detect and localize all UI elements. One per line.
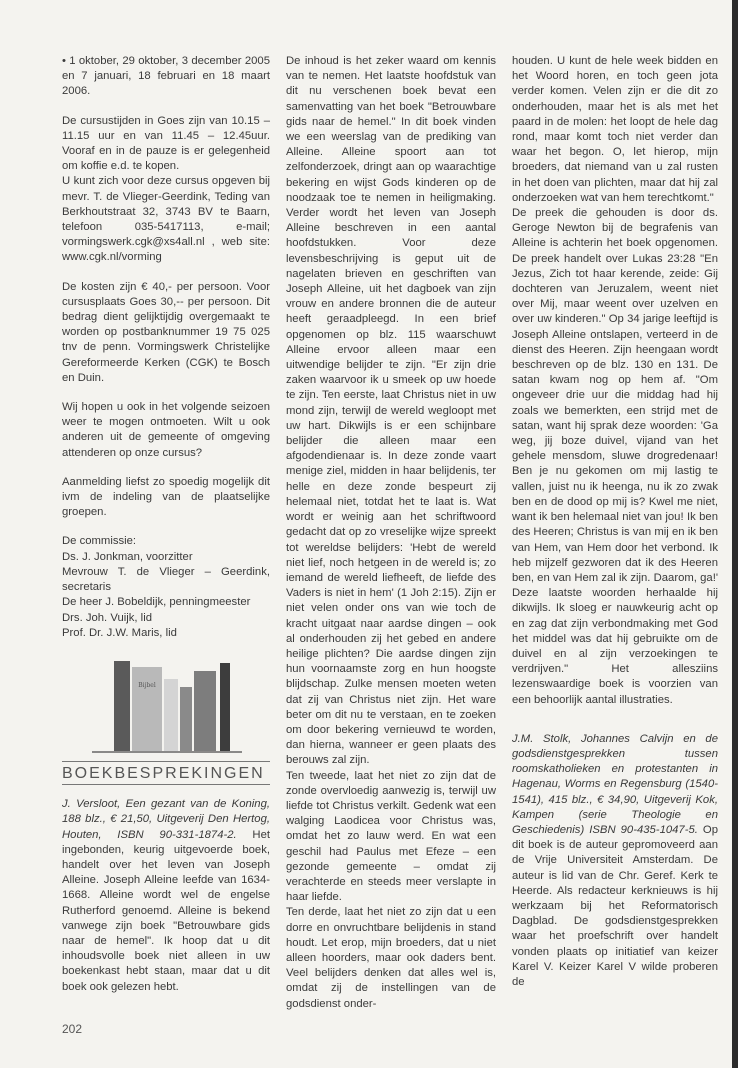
column-right bbox=[512, 54, 718, 1004]
book-spine bbox=[180, 687, 192, 751]
page-number: 202 bbox=[62, 1022, 83, 1036]
course-register: Aanmelding liefst zo spoedig mogelijk dit ivm de indeling van de plaatselijke groepen. bbox=[62, 475, 270, 519]
right-paragraph-2: De preek die gehouden is door ds. Geroge Newton bij de begrafenis van Alleine is achterin het boek opgenomen. De preek handelt over Lukas 23:28 "En Jezus, Zich tot haar kerende, zeide: Gij dochteren van Jeruzalem, weent niet over Mij, maar weent over uzelven en over uw kinderen." Op 34 jarige leeftijd is Joseph Alleine ontslapen, verteerd in de dienst des Heeren. Zijn heengaan wordt beschreven op de blz. 130 en 131. De satan kwam nog op hem af. "Om ongeveer drie uur die middag had hij zoals we bemerkten, een strijd met de satan, want hij sprak deze woorden: 'Ga weg, jij boze duivel, vijand van het gehele mensdom, sluwe drogredenaar! Ben je nu gekomen om mij lastig te vallen, juist nu ik heenga, nu ik zo zwak ben en de dood op mij is? Kwel me niet, want ik ben helemaal niet van jou! Ik ben des Heeren; Christus is van mij en ik ben van Hem, van Hem door het verbond. Ik heb mijzelf gezworen dat ik des Heeren ben, en van Hem zal ik zijn. Daarom, ga!' Deze laatste woorden herhaalde hij dikwijls. Ik sloeg er nauwkeurig acht op en zag dat zijn verbondmaking met God het middel was dat hij gebruikte om de duivel en al zijn verzoekingen te verdrijven." Het allesziins lezenswaardige boek is voorzien van een behoorlijk aantal illustraties. bbox=[512, 207, 718, 706]
section-heading: BOEKBESPREKINGEN bbox=[62, 761, 270, 785]
commission-line: De commissie: bbox=[62, 535, 137, 548]
books-icon bbox=[92, 657, 242, 755]
middle-paragraph-2: Ten tweede, laat het niet zo zijn dat de zonde overvloedig aanwezig is, terwijl uw liefde tot Christus verkilt. Gedenk wat een walging Laodicea voor Christus was, omdat het zo lauw werd. En wat een geschil had Paulus met Efeze – een gezonde gemeente – omdat zij verachterde en steeds meer verslapte in haar liefde. bbox=[286, 769, 496, 904]
book-spine-label: Bijbel bbox=[138, 681, 156, 689]
course-costs: De kosten zijn € 40,- per persoon. Voor cursusplaats Goes 30,-- per persoon. Dit bedrag dient gelijktijdig overgemaakt te worden op postbanknummer 19 75 025 tnv de penn. Vormingswerk Christelijke Gereformeerde Kerken (CGK) te Bosch en Duin. bbox=[62, 280, 270, 384]
book-spine bbox=[164, 679, 178, 751]
review-1-citation: J. Versloot, Een gezant van de Koning, 188 blz., € 21,50, Uitgeverij Den Hertog, Houten, ISBN 90-331-1874-2. bbox=[62, 798, 270, 841]
course-dates: • 1 oktober, 29 oktober, 3 december 2005 en 7 januari, 18 februari en 18 maart 2006. bbox=[62, 55, 270, 98]
column-middle bbox=[286, 54, 496, 1012]
course-times: De cursustijden in Goes zijn van 10.15 – 11.15 uur en van 11.45 – 12.45uur. Vooraf en in de pauze is er gelegenheid om koffie e.d. te kopen. bbox=[62, 114, 270, 173]
book-spine bbox=[194, 671, 216, 751]
commission-line: Prof. Dr. J.W. Maris, lid bbox=[62, 626, 177, 639]
column-left bbox=[62, 54, 270, 1009]
page-edge-shadow bbox=[732, 0, 738, 1068]
right-paragraph-1: houden. U kunt de hele week bidden en het Woord horen, en toch geen jota verder komen. Velen zijn er die dit zo onderhouden, maar het is als met het paard in de molen: het loopt de hele dag rond, maar komt toch niet verder dan waar het begon. O, let hierop, mijn broeders, dat niemand van u zal rusten in het doen van plichten, maar dat hij zal onderzoeken wat van hem terechtkomt." bbox=[512, 55, 718, 204]
book-spine bbox=[220, 663, 230, 751]
commission-list bbox=[62, 534, 270, 640]
commission-line: Ds. J. Jonkman, voorzitter bbox=[62, 550, 193, 563]
review-2 bbox=[512, 732, 718, 990]
review-2-text: Op dit boek is de auteur gepromoveerd aan de Vrije Universiteit Amsterdam. De auteur is lid van de Chr. Geref. Kerk te Heerde. Als redacteur kerknieuws is hij werkzaam bij het Reformatorisch Dagblad. De godsdienstgesprekken waar het proefschrift over handelt vonden plaats op initiatief van keizer Karel V. Keizer Karel V wilde proberen de bbox=[512, 823, 718, 988]
book-spine bbox=[114, 661, 130, 751]
review-1-text: Het ingebonden, keurig uitgevoerde boek, handelt over het leven van Joseph Alleine. Joseph Alleine leefde van 1634- 1668. Alleine wordt wel de engelse Rutherford genoemd. Alleine is bekend vanwege zijn boek "Betrouwbare gids naar de hemel". Ik hoop dat u dit inhoudsvolle boek niet alleen in uw boekenkast hebt staan, maar dat u dit boek ook gelezen hebt. bbox=[62, 828, 270, 993]
book-spine bbox=[132, 667, 162, 751]
commission-line: De heer J. Bobeldijk, penningmeester bbox=[62, 596, 251, 609]
review-1 bbox=[62, 797, 270, 995]
books-illustration bbox=[62, 657, 270, 757]
course-signup: U kunt zich voor deze cursus opgeven bij mevr. T. de Vlieger-Geerdink, Teding van Berkhoutstraat 32, 3743 BV te Baarn, telefoon 035-5417113, e-mail; vormingswerk.cgk@xs4all.nl , web site: www.cgk.nl/vorming bbox=[62, 175, 270, 264]
course-hope: Wij hopen u ook in het volgende seizoen weer te mogen ontmoeten. Wilt u ook anderen uit de gemeente of omgeving attenderen op onze cursus? bbox=[62, 401, 270, 459]
commission-line: Mevrouw T. de Vlieger – Geerdink, secretaris bbox=[62, 565, 270, 594]
commission-line: Drs. Joh. Vuijk, lid bbox=[62, 611, 152, 624]
review-2-citation: J.M. Stolk, Johannes Calvijn en de godsdienstgesprekken tussen roomskatholieken en protestanten in Hagenau, Worms en Regensburg (1540-1541), 415 blz., € 34,90, Uitgeverij Kok, Kampen (serie Theologie en Geschiedenis) ISBN 90-435-1047-5. bbox=[512, 732, 718, 836]
middle-paragraph-1: De inhoud is het zeker waard om kennis van te nemen. Het laatste hoofdstuk van dit nu verschenen boek bevat een samenvatting van het boek "Betrouwbare gids naar de hemel." In dit boek vinden we een weerslag van de prediking van Alleine. Alleine spoort aan tot zelfonderzoek, dringt aan op waarachtige bekering en wijst Gods kinderen op de noodzaak toe te nemen in heiligmaking. Verder wordt het leven van Joseph Alleine beschreven in een aantal hoofdstukken. Voor deze levensbeschrijving is geput uit de nagelaten brieven en geschriften van Joseph Alleine, uit het dagboek van zijn vrouw en andere bronnen die de auteur heeft geraadpleegd. In een brief opgenomen op blz. 115 waarschuwt Alleine ervoor alleen maar een uitwendige belijder te zijn. "Er zijn drie zaken waarvoor ik u smeek op uw hoede te zijn. Ten eerste, laat Christus niet in uw mond zijn, terwijl de wereld wegloopt met uw hart. Dikwijls is er een schijnbare belijder die alleen maar een afgodendienaar is. In deze zonde vaart menige ziel, midden in haar belijdenis, ter helle en deze zonde bespeurt zij helemaal niet, totdat het te laat is. Wat wordt er weinig aan het schriftwoord gedacht dat op zo vreselijke wijze spreekt tot wereldse belijders: 'Hebt de wereld niet lief, noch hetgeen in de wereld is; zo iemand de wereld liefheeft, de liefde des Vaders is niet in hem' (1 Joh 2:15). Zijn er niet velen onder ons van wie toch de kracht uitgaat naar aardse dingen – ook al onderhouden zij het gebed en andere heilige plichten? Die aardse dingen zijn hun voornaamste zorg en hun hoogste blijdschap. Zulke mensen moeten weten dat zij van Christus niet zijn. Het ware beter om dit nu te verstaan, en te zoeken om door bekering vernieuwd te worden, dan hierna, wanneer er geen plaats des berouws zal zijn. bbox=[286, 55, 496, 767]
middle-paragraph-3: Ten derde, laat het niet zo zijn dat u een dorre en onvruchtbare belijdenis in stand houdt. Let erop, mijn broeders, dat u niet alleen hoorders, maar ook daders bent. Veel belijders denken dat alles wel is, omdat zij de instellingen van de godsdienst onder- bbox=[286, 906, 496, 1010]
